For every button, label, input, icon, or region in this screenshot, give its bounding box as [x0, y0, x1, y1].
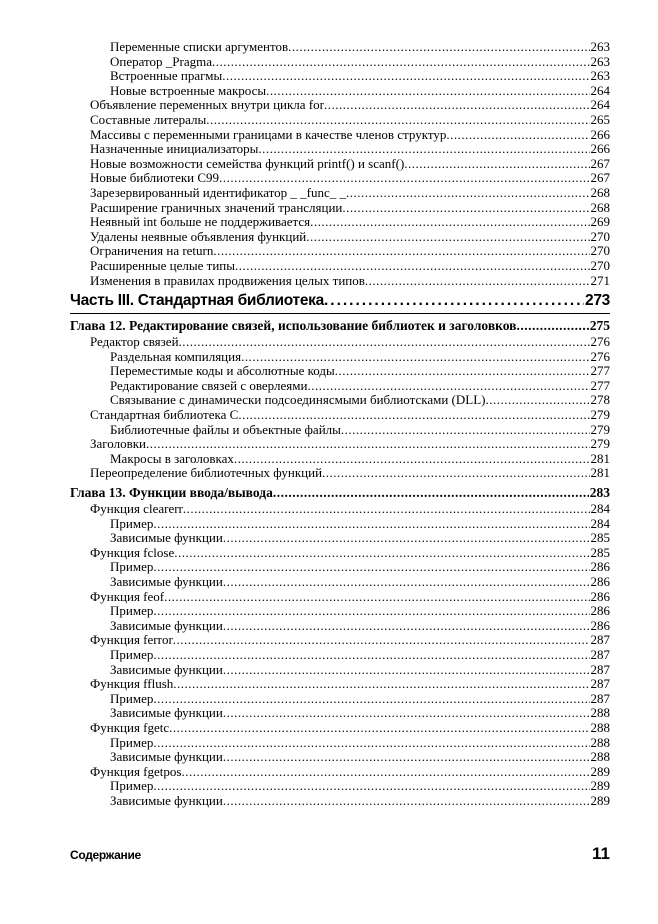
- toc-entry-page: 287: [590, 632, 610, 648]
- toc-entry[interactable]: [70, 128, 610, 143]
- toc-entry-page: 286: [590, 559, 610, 575]
- toc-entry[interactable]: [70, 765, 610, 780]
- toc-entry-page: 286: [590, 588, 610, 604]
- toc-entry[interactable]: [70, 55, 610, 70]
- dot-leader: [153, 736, 589, 751]
- dot-leader: [322, 466, 589, 481]
- toc-entry-title: Встроенные прагмы: [110, 68, 223, 84]
- toc-entry-title: Новые встроенные макросы: [110, 82, 267, 98]
- toc-entry[interactable]: [70, 379, 610, 394]
- toc-entry[interactable]: [70, 364, 610, 379]
- toc-entry-title: Стандартная библиотека С: [90, 407, 239, 423]
- toc-entry-title: Зависимые функции: [110, 661, 223, 677]
- toc-entry-page: 267: [590, 155, 610, 171]
- toc-entry[interactable]: [70, 794, 610, 809]
- dot-leader: [324, 291, 584, 311]
- dot-leader: [153, 692, 589, 707]
- dot-leader: [335, 364, 590, 379]
- toc-entry-title: Неявный int больше не поддерживается: [90, 214, 311, 230]
- toc-entry[interactable]: [70, 692, 610, 707]
- dot-leader: [173, 677, 589, 692]
- toc-entry[interactable]: [70, 531, 610, 546]
- toc-entry-title: Зависимые функции: [110, 705, 223, 721]
- toc-entry-title: Заголовки: [90, 436, 147, 452]
- toc-entry[interactable]: [70, 259, 610, 274]
- toc-entry-page: 270: [590, 257, 610, 273]
- toc-entry-title: Раздельная компиляция: [110, 348, 242, 364]
- toc-entry-title: Зависимые функции: [110, 792, 223, 808]
- toc-chapter-heading[interactable]: [70, 318, 610, 334]
- toc-entry-title: Новые библиотеки С99: [90, 170, 220, 186]
- toc-entry-title: Зависимые функции: [110, 574, 223, 589]
- toc-entry-title: Функция ferror: [90, 632, 173, 648]
- dot-leader: [223, 794, 590, 809]
- toc-entry-title: Удалены неявные объявления функций: [90, 228, 307, 244]
- toc-entry[interactable]: [70, 157, 610, 172]
- dot-leader: [223, 750, 590, 765]
- toc-entry[interactable]: [70, 244, 610, 259]
- toc-entry[interactable]: [70, 393, 610, 408]
- toc-entry-page: 277: [590, 363, 610, 379]
- toc-entry-page: 269: [590, 214, 610, 230]
- toc-entry-title: Функция feof: [90, 588, 165, 604]
- dot-leader: [164, 590, 589, 605]
- dot-leader: [307, 379, 589, 394]
- toc-entry-page: 263: [590, 68, 610, 84]
- toc-entry-title: Связывание с динамически подсоединясмыми библиотсками (DLL): [110, 392, 486, 408]
- toc-entry-page: 286: [590, 574, 610, 589]
- toc-entry-page: 289: [590, 763, 610, 779]
- toc-entry-page: 263: [590, 53, 610, 69]
- dot-leader: [241, 350, 589, 365]
- dot-leader: [146, 437, 589, 452]
- toc-entry-page: 281: [590, 465, 610, 481]
- toc-entry[interactable]: [70, 423, 610, 438]
- toc-entry-title: Новые возможности семейства функций printf() и scanf(): [90, 155, 405, 171]
- toc-entry-page: 264: [590, 97, 610, 113]
- toc-entry-page: 264: [590, 82, 610, 98]
- toc-entry-title: Переменные списки аргументов: [110, 39, 289, 54]
- dot-leader: [234, 452, 590, 467]
- page-number: 11: [592, 844, 610, 863]
- toc-entry-page: 279: [590, 407, 610, 423]
- toc-entry[interactable]: [70, 560, 610, 575]
- toc-entry[interactable]: [70, 590, 610, 605]
- dot-leader: [153, 560, 589, 575]
- toc-part-heading[interactable]: [70, 291, 610, 311]
- toc-entry-page: 289: [590, 778, 610, 794]
- footer-section-title: Содержание: [70, 848, 141, 862]
- toc-entry[interactable]: [70, 633, 610, 648]
- dot-leader: [446, 128, 589, 143]
- toc-entry-title: Переопределение библиотечных функций: [90, 465, 323, 481]
- toc-entry-title: Пример: [110, 603, 154, 619]
- page-footer: [70, 844, 610, 864]
- toc-entry[interactable]: [70, 502, 610, 517]
- toc-entry-title: Пример: [110, 515, 154, 531]
- dot-leader: [238, 408, 589, 423]
- dot-leader: [222, 69, 589, 84]
- toc-entry-page: 279: [590, 436, 610, 452]
- dot-leader: [213, 244, 589, 259]
- toc-entry-page: 287: [590, 646, 610, 662]
- toc-entry[interactable]: [70, 604, 610, 619]
- dot-leader: [365, 274, 590, 289]
- toc-entry[interactable]: [70, 40, 610, 55]
- toc-chapter-title: Глава 12. Редактирование связей, использование библиотек и заголовков: [70, 318, 517, 334]
- dot-leader: [223, 619, 590, 634]
- toc-entry-title: Функция fgetc: [90, 719, 170, 735]
- toc-entry-title: Изменения в правилах продвижения целых типов: [90, 272, 365, 288]
- dot-leader: [181, 765, 589, 780]
- toc-entry-page: 284: [590, 501, 610, 517]
- toc-entry-page: 270: [590, 243, 610, 259]
- toc-entry-page: 267: [590, 170, 610, 186]
- dot-leader: [153, 517, 589, 532]
- dot-leader: [183, 502, 590, 517]
- toc-entry-page: 277: [590, 377, 610, 393]
- dot-leader: [153, 648, 589, 663]
- dot-leader: [516, 318, 588, 334]
- toc-entry-title: Макросы в заголовках: [110, 450, 234, 466]
- toc-entry[interactable]: [70, 750, 610, 765]
- toc-entry[interactable]: [70, 648, 610, 663]
- toc-entry-title: Функция fclose: [90, 544, 175, 560]
- dot-leader: [223, 706, 590, 721]
- toc-entry[interactable]: [70, 142, 610, 157]
- toc-entry-page: 270: [590, 228, 610, 244]
- toc-chapter-heading[interactable]: [70, 485, 610, 501]
- dot-leader: [173, 633, 590, 648]
- toc-entry-title: Пример: [110, 559, 154, 575]
- table-of-contents: [70, 40, 610, 809]
- toc-entry[interactable]: [70, 437, 610, 452]
- toc-entry-title: Оператор _Pragma: [110, 53, 213, 69]
- toc-chapter-page: 275: [589, 318, 610, 334]
- toc-entry[interactable]: [70, 113, 610, 128]
- toc-entry-page: 288: [590, 705, 610, 721]
- toc-entry[interactable]: [70, 84, 610, 99]
- toc-entry-title: Расширение граничных значений трансляции: [90, 199, 343, 215]
- toc-entry-page: 281: [590, 450, 610, 466]
- divider: [70, 313, 610, 314]
- toc-entry-title: Зависимые функции: [110, 530, 223, 546]
- toc-entry-page: 265: [590, 111, 610, 127]
- toc-entry-title: Функция fgetpos: [90, 763, 182, 779]
- toc-entry-page: 287: [590, 661, 610, 677]
- toc-entry[interactable]: [70, 736, 610, 751]
- toc-entry[interactable]: [70, 69, 610, 84]
- dot-leader: [310, 215, 589, 230]
- toc-entry-title: Назначенные инициализаторы: [90, 141, 259, 157]
- toc-entry-title: Ограничения на return: [90, 243, 214, 259]
- toc-entry-title: Пример: [110, 778, 154, 794]
- toc-entry-page: 286: [590, 603, 610, 619]
- toc-entry[interactable]: [70, 335, 610, 350]
- toc-entry-title: Функция clearerr: [90, 501, 183, 517]
- toc-entry[interactable]: [70, 171, 610, 186]
- toc-entry-page: 271: [590, 272, 610, 288]
- toc-entry-page: 278: [590, 392, 610, 408]
- toc-entry-page: 287: [590, 676, 610, 692]
- toc-entry[interactable]: [70, 98, 610, 113]
- toc-entry-page: 276: [590, 334, 610, 350]
- toc-entry-title: Составные литералы: [90, 111, 207, 127]
- toc-entry-page: 268: [590, 199, 610, 215]
- toc-entry-title: Объявление переменных внутри цикла for: [90, 97, 324, 113]
- toc-entry[interactable]: [70, 466, 610, 481]
- toc-entry-title: Редактор связей: [90, 334, 179, 350]
- toc-entry[interactable]: [70, 274, 610, 289]
- toc-part-title: Часть III. Стандартная библиотека: [70, 292, 324, 310]
- toc-entry-title: Редактирование связей с оверлеями: [110, 377, 308, 393]
- toc-entry-title: Пример: [110, 690, 154, 706]
- toc-entry-title: Пример: [110, 734, 154, 750]
- dot-leader: [342, 201, 589, 216]
- dot-leader: [485, 393, 589, 408]
- toc-entry-page: 288: [590, 749, 610, 765]
- toc-entry-page: 268: [590, 184, 610, 200]
- dot-leader: [169, 721, 589, 736]
- toc-entry-page: 285: [590, 530, 610, 546]
- toc-entry-title: Массивы с переменными границами в качестве членов структур: [90, 126, 447, 142]
- dot-leader: [324, 98, 590, 113]
- toc-entry-page: 286: [590, 617, 610, 633]
- dot-leader: [153, 779, 589, 794]
- toc-entry[interactable]: [70, 186, 610, 201]
- toc-entry-page: 288: [590, 719, 610, 735]
- toc-entry-title: Функция fflush: [90, 676, 174, 692]
- toc-entry[interactable]: [70, 452, 610, 467]
- toc-entry[interactable]: [70, 779, 610, 794]
- toc-entry-page: 279: [590, 421, 610, 437]
- dot-leader: [179, 335, 590, 350]
- dot-leader: [306, 230, 589, 245]
- toc-entry-page: 285: [590, 544, 610, 560]
- dot-leader: [223, 575, 590, 590]
- toc-entry[interactable]: [70, 663, 610, 678]
- toc-entry[interactable]: [70, 408, 610, 423]
- toc-entry[interactable]: [70, 201, 610, 216]
- toc-entry[interactable]: [70, 215, 610, 230]
- toc-entry[interactable]: [70, 619, 610, 634]
- toc-entry-page: 266: [590, 126, 610, 142]
- toc-entry-title: Зависимые функции: [110, 749, 223, 765]
- dot-leader: [346, 186, 589, 201]
- toc-entry-title: Расширенные целые типы: [90, 257, 235, 273]
- dot-leader: [235, 259, 590, 274]
- toc-entry[interactable]: [70, 350, 610, 365]
- toc-entry[interactable]: [70, 546, 610, 561]
- dot-leader: [258, 142, 589, 157]
- toc-entry-title: Переместимые коды и абсолютные коды: [110, 363, 335, 379]
- toc-entry-page: 287: [590, 690, 610, 706]
- toc-part-page: 273: [585, 292, 610, 310]
- toc-entry-title: Зарезервированный идентификатор _ _func_ _: [90, 184, 347, 200]
- toc-entry[interactable]: [70, 677, 610, 692]
- toc-entry-title: Пример: [110, 646, 154, 662]
- toc-entry-page: 284: [590, 515, 610, 531]
- toc-entry[interactable]: [70, 517, 610, 532]
- toc-entry-page: 263: [590, 39, 610, 54]
- dot-leader: [212, 55, 589, 70]
- dot-leader: [153, 604, 589, 619]
- toc-entry-page: 266: [590, 141, 610, 157]
- toc-chapter-page: 283: [589, 485, 610, 501]
- dot-leader: [266, 84, 589, 99]
- toc-entry[interactable]: [70, 575, 610, 590]
- dot-leader: [341, 423, 590, 438]
- toc-entry-page: 276: [590, 348, 610, 364]
- dot-leader: [223, 531, 590, 546]
- dot-leader: [219, 171, 589, 186]
- toc-entry[interactable]: [70, 230, 610, 245]
- dot-leader: [404, 157, 589, 172]
- toc-entry[interactable]: [70, 721, 610, 736]
- toc-entry-title: Зависимые функции: [110, 617, 223, 633]
- dot-leader: [174, 546, 589, 561]
- toc-entry[interactable]: [70, 706, 610, 721]
- toc-entry-page: 289: [590, 792, 610, 808]
- toc-chapter-title: Глава 13. Функции ввода/вывода: [70, 485, 273, 501]
- dot-leader: [273, 485, 589, 501]
- dot-leader: [206, 113, 589, 128]
- dot-leader: [223, 663, 590, 678]
- toc-entry-page: 288: [590, 734, 610, 750]
- toc-entry-title: Библиотечные файлы и объектные файлы: [110, 421, 341, 437]
- dot-leader: [288, 40, 589, 55]
